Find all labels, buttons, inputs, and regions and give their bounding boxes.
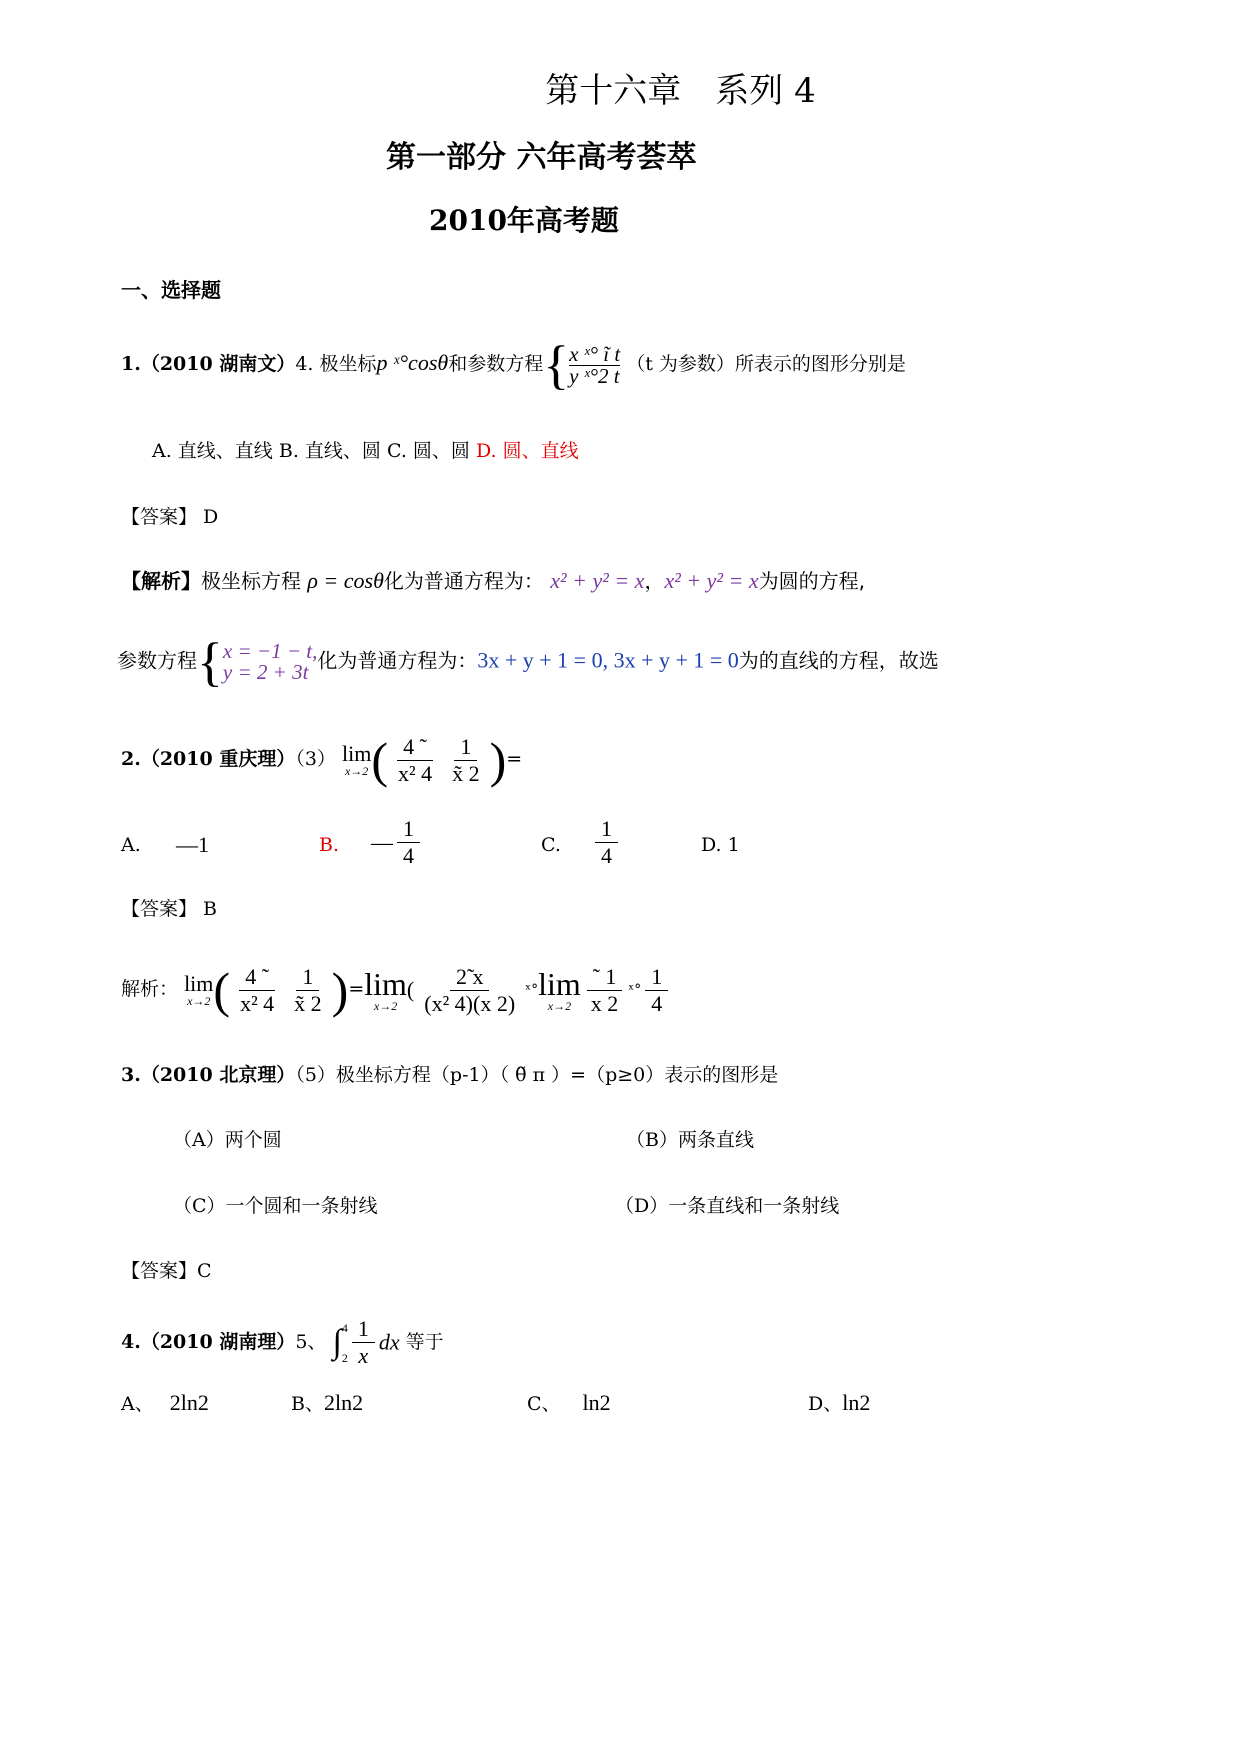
q2-answer: 【答案】 B: [121, 898, 218, 920]
analysis-label: 【解析】: [121, 569, 201, 593]
t: 极坐标方程: [201, 569, 301, 593]
q4-num: 5、: [295, 1331, 327, 1353]
eq2: x² + y² = x: [664, 568, 759, 593]
den: 4: [651, 990, 663, 1016]
num: ˜ 1: [587, 966, 623, 991]
question-3: [121, 1066, 778, 1085]
limit: [364, 968, 407, 1012]
num: 1: [595, 818, 618, 843]
q1-text: 极坐标: [319, 353, 377, 375]
sys2-top: x = −1 − t,: [222, 639, 318, 663]
q1-text2: 和参数方程: [448, 353, 544, 375]
q3-label: 3.（2010 北京理）: [121, 1064, 296, 1086]
t: 参数方程: [117, 648, 197, 673]
q3-text: （5）极坐标方程（p-1）（ θ̃ π ）=（p≥0）表示的图形是: [295, 1064, 779, 1086]
option-b: B.: [319, 834, 340, 856]
num: 4 ˜: [239, 966, 275, 991]
lim: lim: [184, 971, 214, 996]
den: (x² 4)(x 2): [424, 990, 516, 1016]
question-4: [121, 1318, 444, 1367]
den: x: [358, 1343, 369, 1368]
lim-sub: x→2: [373, 999, 398, 1013]
t: 化为普通方程为：: [317, 648, 478, 673]
lim: lim: [364, 966, 407, 1002]
eq1: x² + y² = x: [550, 568, 645, 593]
q1-options: [152, 442, 579, 461]
eq: =: [348, 978, 365, 1000]
q1-answer: 【答案】 D: [121, 506, 219, 528]
brace: {: [197, 632, 223, 692]
q1-expr: p ˣ°cosθ: [376, 350, 449, 375]
den: x² 4: [240, 990, 275, 1016]
fraction: [392, 733, 438, 786]
option-d: （D）一条直线和一条射线: [615, 1195, 840, 1217]
option-d: D、: [808, 1393, 843, 1415]
lim-sub: x→2: [187, 994, 211, 1008]
den: 4: [403, 843, 414, 868]
fraction: [446, 733, 486, 786]
sys2: [223, 641, 317, 683]
t: 化为普通方程为：: [383, 569, 544, 593]
option-d-value: ln2: [842, 1390, 871, 1415]
num: 1: [397, 818, 420, 843]
den: 4: [601, 843, 612, 868]
q2-label: 2.（2010 重庆理）: [121, 748, 296, 770]
option-b: B. 直线、圆: [278, 440, 381, 462]
q2-options: [121, 818, 1021, 878]
q4-text: 等于: [405, 1331, 444, 1353]
option-a-value: —1: [176, 832, 209, 857]
q1-text3: （t 为参数）所表示的图形分别是: [626, 353, 906, 375]
num: 1: [352, 1318, 375, 1343]
paren: ): [489, 732, 507, 788]
q4-label: 4.（2010 湖南理）: [121, 1331, 296, 1353]
lower-limit: 2: [341, 1350, 348, 1365]
t: 为的直线的方程，故选: [738, 648, 939, 673]
upper-limit: 4: [341, 1320, 348, 1335]
option-c: C.: [541, 834, 561, 856]
q1-num: 4.: [295, 353, 314, 375]
option-b: B、: [291, 1393, 324, 1415]
glyph: ˣ°: [525, 982, 539, 998]
section-heading: 一、选择题: [121, 278, 221, 302]
dx: dx: [378, 1329, 400, 1355]
num: 4 ˜: [397, 736, 433, 761]
option-c: C、: [527, 1393, 561, 1415]
option-c: （C）一个圆和一条射线: [173, 1195, 378, 1217]
eq: =: [506, 748, 523, 770]
lim: lim: [341, 741, 372, 766]
q1-analysis-2: [117, 632, 939, 692]
option-a: A、: [121, 1393, 154, 1415]
rho-eq: ρ = cosθ: [307, 568, 384, 593]
option-a: （A）两个圆: [173, 1129, 282, 1151]
option-d: D. 圆、直线: [475, 440, 579, 462]
den: x² 4: [397, 760, 433, 786]
t: 为圆的方程,: [758, 569, 865, 593]
brace: {: [543, 335, 570, 395]
lim-sub: x→2: [547, 999, 572, 1013]
chapter-title: 第十六章 系列 4: [545, 71, 816, 111]
q3-answer: 【答案】C: [121, 1260, 212, 1282]
q2-analysis: 解析： lim x→2 ( $\frac{4 ˜}{\text{x² 4}}$ $\frac{1}{x̃ 2}$ )= lim x→2 ( $\frac{2̃ x}{\text{(x² 4)(x 2)}}$ ˣ° lim x→2 $\frac{˜ 1}{x 2}$ ˣ° $\frac{1}{4}$: [121, 965, 672, 1015]
num: 1: [296, 966, 319, 991]
option-a-value: 2ln2: [169, 1390, 209, 1415]
sys2-bot: y = 2 + 3t: [222, 660, 309, 684]
sys-bot: y ˣ°2 t: [569, 363, 620, 388]
lim: lim: [538, 966, 581, 1002]
q1-analysis: [121, 570, 865, 592]
option-c-value: ln2: [582, 1390, 611, 1415]
question-2: [121, 732, 523, 788]
t: ，: [644, 569, 665, 593]
part-title: 第一部分 六年高考荟萃: [386, 140, 697, 175]
den: x 2: [590, 990, 619, 1016]
q1-label: 1.（2010 湖南文）: [121, 353, 296, 375]
den: x̃ 2: [452, 760, 480, 786]
option-c: C. 圆、圆: [386, 440, 470, 462]
paren: (: [371, 732, 388, 788]
den: x̃ 2: [294, 990, 322, 1016]
eq3: 3x + y + 1 = 0, 3x + y + 1 = 0: [477, 647, 739, 673]
num: 2̃ x: [450, 966, 490, 991]
sys-top: x ˣ° ĩ t: [569, 341, 621, 366]
glyph: ˣ°: [628, 982, 642, 998]
option-a: A. 直线、直线: [152, 440, 273, 462]
option-a: A.: [121, 834, 141, 856]
lim-sub: x→2: [344, 764, 369, 778]
num: 1: [645, 966, 668, 991]
year-title: 2010年高考题: [429, 204, 619, 237]
limit: [184, 973, 213, 1007]
q2-num: （3）: [295, 748, 336, 770]
option-b-sign: —: [371, 829, 393, 855]
analysis-label: 解析：: [121, 978, 179, 1000]
option-b-value: 2ln2: [323, 1390, 364, 1415]
num: 1: [454, 736, 477, 761]
option-b: （B）两条直线: [626, 1129, 754, 1151]
option-d: D. 1: [701, 834, 740, 856]
integral-sign: ∫: [332, 1323, 342, 1361]
question-1: [121, 335, 906, 395]
limit: [342, 743, 371, 777]
q1-system: [569, 341, 621, 388]
